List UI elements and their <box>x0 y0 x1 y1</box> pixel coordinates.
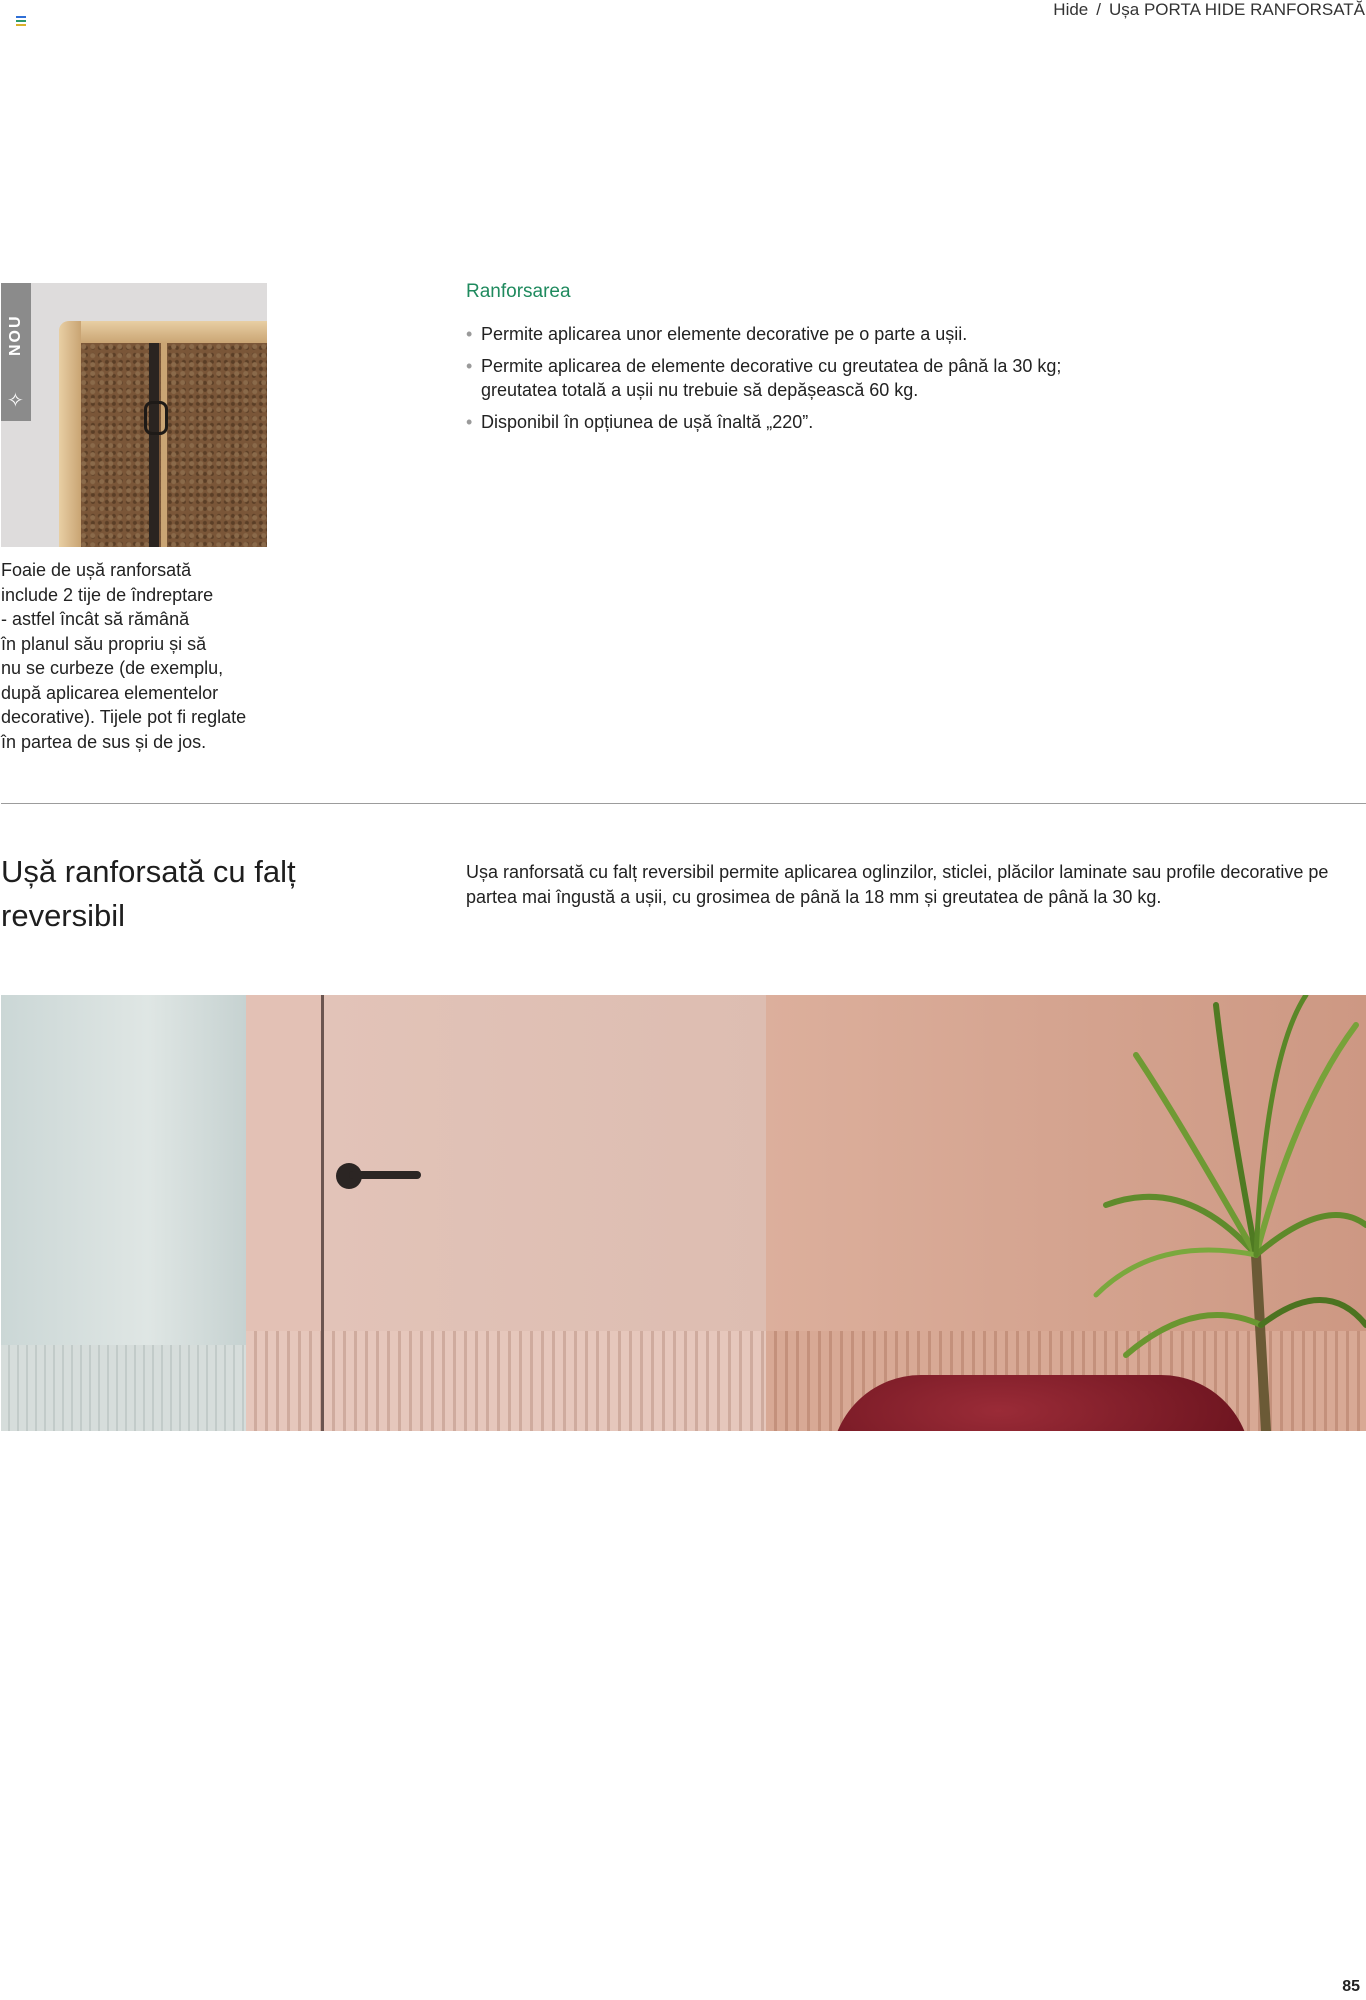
reinforcement-title: Ranforsarea <box>466 281 571 302</box>
door-frame-left <box>59 321 81 547</box>
new-badge <box>1 283 31 421</box>
hidden-door <box>321 995 769 1431</box>
blue-wall-fluting <box>1 1345 246 1431</box>
reinforced-door-corner-photo <box>1 283 267 547</box>
page-number: 85 <box>1342 1978 1360 1995</box>
breadcrumb-current: Ușa PORTA HIDE RANFORSATĂ <box>1109 0 1365 19</box>
pink-wall-fluting <box>246 1331 321 1431</box>
bullet-item: • Permite aplicarea unor elemente decorative pe o parte a ușii. <box>466 322 1106 347</box>
cork-core-texture <box>81 343 267 547</box>
bullet-item: • Permite aplicarea de elemente decorative cu greutatea de până la 30 kg; greutatea totală a ușii nu trebuie să depășească 60 kg. <box>466 354 1106 403</box>
door-handle-lever <box>349 1171 421 1179</box>
caption-line: include 2 tije de îndreptare <box>1 584 214 605</box>
breadcrumb-parent-link[interactable]: Hide <box>1053 0 1089 19</box>
door-fluting <box>324 1331 766 1431</box>
menu-icon[interactable] <box>16 16 26 24</box>
reinforcement-bullet-list <box>466 322 1106 441</box>
caption-line: în planul său propriu și să <box>1 633 207 654</box>
caption-line: după aplicarea elementelor <box>1 682 219 703</box>
new-badge-label: NOU <box>7 314 24 356</box>
breadcrumb <box>1053 0 1365 20</box>
interior-door-photo <box>1 995 1366 1431</box>
breadcrumb-separator: / <box>1096 0 1101 19</box>
caption-line: în partea de sus și de jos. <box>1 731 207 752</box>
rod-adjuster <box>144 401 168 435</box>
door-frame-top <box>59 321 267 343</box>
caption-line: Foaie de ușă ranforsată <box>1 560 192 580</box>
section-heading: Ușă ranforsată cu falț reversibil <box>1 854 296 933</box>
straightening-rod <box>149 343 159 547</box>
section-description: Ușa ranforsată cu falț reversibil permite aplicarea oglinzilor, sticlei, plăcilor laminate sau profile decorative pe partea mai îngustă a ușii, cu grosimea de până la 18 mm și greutatea de până la 30 kg. <box>466 862 1329 907</box>
door-gap <box>161 343 167 547</box>
palm-plant <box>1066 995 1366 1431</box>
caption-line: decorative). Tijele pot fi reglate <box>1 707 247 727</box>
caption-line: nu se curbeze (de exemplu, <box>1 658 224 678</box>
caption-line: - astfel încât să rămână <box>1 609 190 629</box>
sparkle-icon: ✧ <box>7 390 24 412</box>
bullet-item: • Disponibil în opțiunea de ușă înaltă „220”. <box>466 410 1106 435</box>
photo-caption <box>1 558 271 754</box>
section-divider <box>1 803 1366 804</box>
